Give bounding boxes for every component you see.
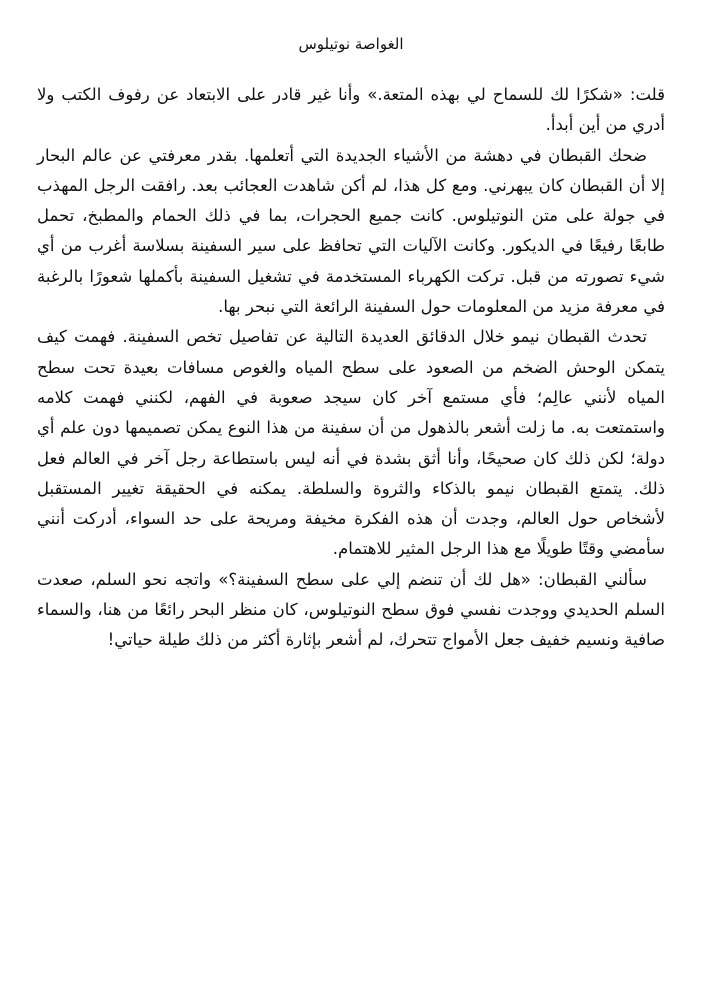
paragraph-1: قلت: «شكرًا لك للسماح لي بهذه المتعة.» وأنا غير قادر على الابتعاد عن رفوف الكتب ولا أدري من أين أبدأ.	[37, 85, 665, 135]
paragraph-4: سألني القبطان: «هل لك أن تنضم إلي على سطح السفينة؟» واتجه نحو السلم، صعدت السلم الحديدي ووجدت نفسي فوق سطح النوتيلوس، كان منظر البحر رائعًا من هنا، والسماء صافية ونسيم خفيف جعل الأمواج تتحرك، لم أشعر بإثارة أكثر من ذلك طيلة حياتي!	[37, 569, 665, 650]
paragraph-2: ضحك القبطان في دهشة من الأشياء الجديدة التي أتعلمها. بقدر معرفتي عن عالم البحار إلا أن القبطان كان يبهرني. ومع كل هذا، لم أكن شاهدت العجائب بعد. رافقت الرجل المهذب في جولة على متن النوتيلوس. كانت جميع الحجرات، بما في ذلك الحمام والمطبخ، تحمل طابعًا رفيعًا في الديكور. وكانت الآليات التي تحافظ على سير السفينة بسلاسة أغرب من أي شيء تصورته من قبل. تركت الكهرباء المستخدمة في تشغيل السفينة بأكملها شعورًا بالرغبة في معرفة مزيد من المعلومات حول السفينة الرائعة التي نبحر بها.	[37, 145, 665, 317]
paragraph-3: تحدث القبطان نيمو خلال الدقائق العديدة التالية عن تفاصيل تخص السفينة. فهمت كيف يتمكن الوحش الضخم من الصعود على سطح المياه والغوص مسافات بعيدة تحت سطح المياه لأنني عالِم؛ فأي مستمع آخر كان سيجد صعوبة في الفهم، لكنني فهمت كلامه واستمتعت به. ما زلت أشعر بالذهول من أن سفينة من هذا النوع يمكن تصميمها دون علم أي دولة؛ لكن ذلك كان صحيحًا، وأنا أثق بشدة في أنه ليس باستطاعة رجل آخر في العالم فعل ذلك. يتمتع القبطان نيمو بالذكاء والثروة والسلطة. يمكنه في الحقيقة تغيير المستقبل لأشخاص حول العالم، وجدت أن هذه الفكرة مخيفة ومريحة على حد السواء، أدركت أنني سأمضي وقتًا طويلًا مع هذا الرجل المثير للاهتمام.	[37, 327, 665, 559]
body-text	[37, 80, 665, 656]
running-header: الغواصة نوتيلوس	[298, 35, 404, 53]
